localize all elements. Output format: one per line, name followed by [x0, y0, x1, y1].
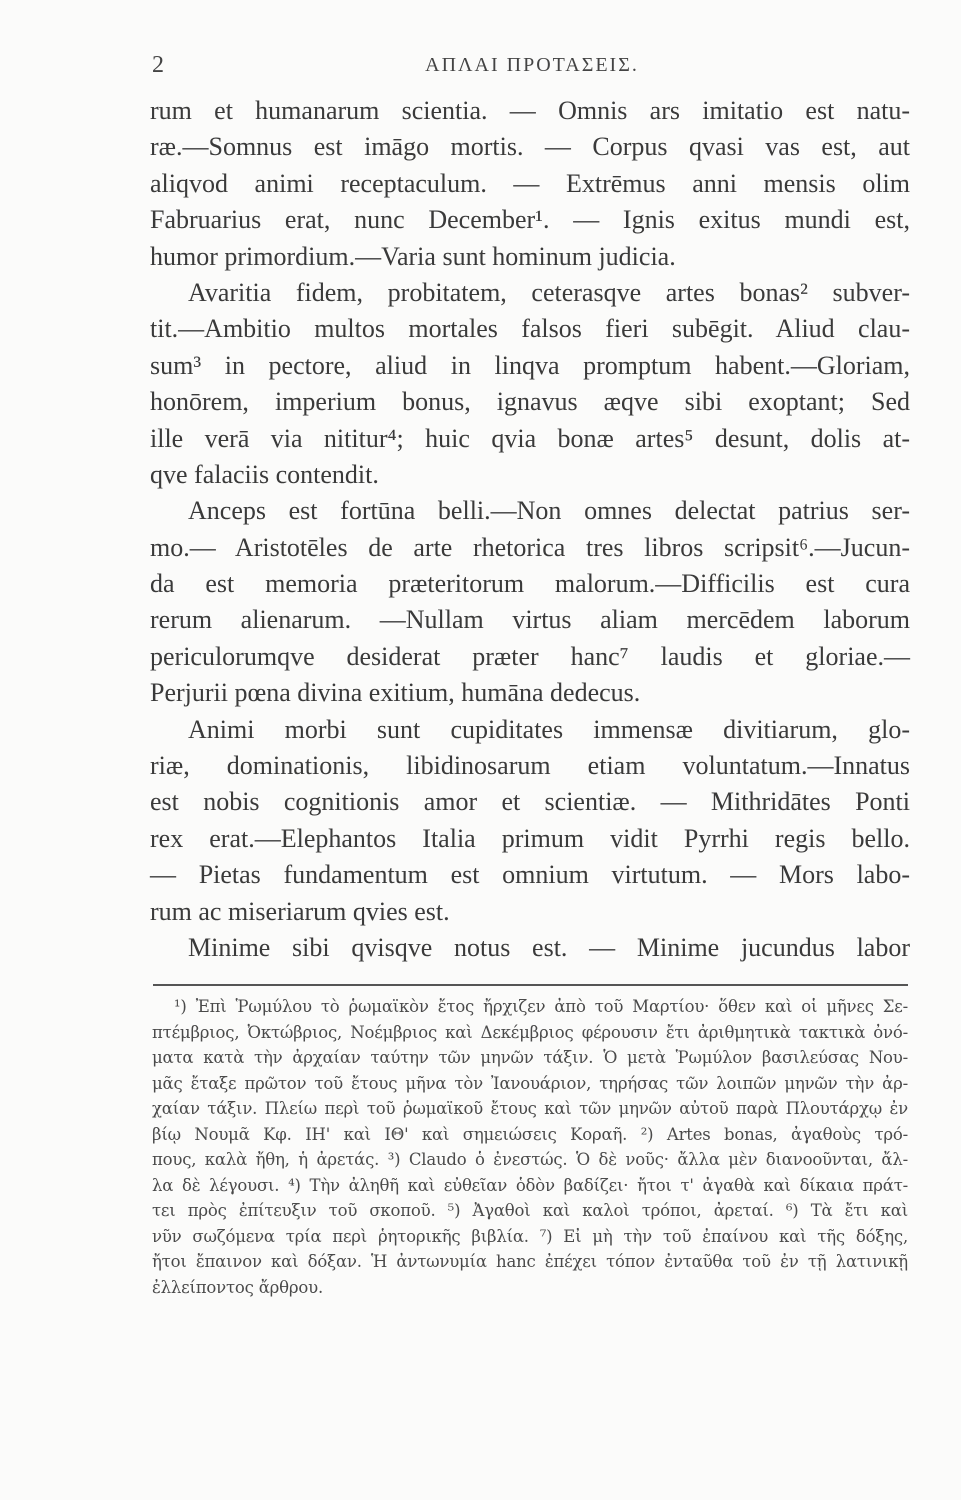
- text-line: rum ac miseriarum qvies est.: [150, 896, 450, 926]
- footnote-line: ¹) Ἐπὶ Ῥωμύλου τὸ ῥωμαϊκὸν ἔτος ἤρχιζεν ἀπὸ τοῦ Μαρτίου· ὅθεν καὶ οἱ μῆνες Σε-: [174, 997, 908, 1016]
- text-line: est nobis cognitionis amor et scientiæ. — Mithridātes Ponti: [150, 787, 910, 817]
- footnotes: [152, 994, 908, 1300]
- text-line: da est memoria præteritorum malorum.—Difficilis est cura: [150, 569, 910, 599]
- text-line: riæ, dominationis, libidinosarum etiam voluntatum.—Innatus: [150, 751, 910, 781]
- text-line: rum et humanarum scientia. — Omnis ars imitatio est natu-: [150, 96, 910, 125]
- text-line: ille verā via nititur⁴; huic qvia bonæ artes⁵ desunt, dolis at-: [150, 423, 910, 453]
- footnote-line: βίῳ Νουμᾶ Κφ. ΙΗ' καὶ ΙΘ' καὶ σημειώσεις Κοραῆ. ²) Artes bonas, ἀγαθοὺς τρό-: [152, 1124, 908, 1144]
- footnote-line: πους, καλὰ ἤθη, ἡ ἀρετάς. ³) Claudo ὁ ἐνεστώς. Ὁ δὲ νοῦς· ἄλλα μὲν διανοοῦνται, ἄλ-: [152, 1150, 908, 1169]
- footnote-line: τει πρὸς ἐπίτευξιν τοῦ σκοποῦ. ⁵) Ἀγαθοὶ καὶ καλοὶ τρόποι, ἀρεταί. ⁶) Τὰ ἔτι καὶ: [152, 1201, 908, 1220]
- text-line: periculorumqve desiderat præter hanc⁷ laudis et gloriae.—: [150, 641, 910, 671]
- text-line: Animi morbi sunt cupiditates immensæ divitiarum, glo-: [188, 714, 910, 744]
- text-line: humor primordium.—Varia sunt hominum judicia.: [150, 241, 676, 271]
- footnote-line: ἐλλείποντος ἄρθρου.: [152, 1277, 324, 1297]
- footnote-line: ματα κατὰ τὴν ἀρχαίαν ταύτην τῶν μηνῶν τάξιν. Ὁ μετὰ Ῥωμύλον βασιλεύσας Νου-: [152, 1048, 908, 1067]
- text-line: — Pietas fundamentum est omnium virtutum. — Mors labo-: [150, 860, 910, 890]
- footnote-line: λα δὲ λέγουσι. ⁴) Τὴν ἀληθῆ καὶ εὐθεῖαν ὁδὸν βαδίζει· ἤτοι τ' ἀγαθὰ καὶ δίκαια πράτ-: [152, 1175, 908, 1195]
- text-line: rerum alienarum. —Nullam virtus aliam mercēdem laborum: [150, 605, 910, 635]
- footnote-divider: [153, 984, 908, 986]
- text-line: Anceps est fortūna belli.—Non omnes delectat patrius ser-: [188, 496, 910, 526]
- footnote-line: νῦν σωζόμενα τρία περὶ ῥητορικῆς βιβλία. ⁷) Εἰ μὴ τὴν τοῦ ἐπαίνου καὶ τῆς δόξης,: [152, 1226, 908, 1246]
- text-line: honōrem, imperium bonus, ignavus æqve sibi exoptant; Sed: [150, 387, 910, 417]
- running-title: ΑΠΛΑΙ ΠΡΟΤΑΣΕΙΣ.: [425, 54, 639, 76]
- text-line: mo.— Aristotēles de arte rhetorica tres libros scripsit⁶.—Jucun-: [150, 532, 910, 562]
- main-text: [150, 93, 910, 966]
- text-line: Avaritia fidem, probitatem, ceterasqve artes bonas² subver-: [188, 277, 910, 307]
- page-header: [152, 52, 912, 88]
- text-line: qve falaciis contendit.: [150, 459, 379, 489]
- text-line: Perjurii pœna divina exitium, humāna dedecus.: [150, 678, 641, 708]
- text-line: sum³ in pectore, aliud in linqva promptum habent.—Gloriam,: [150, 350, 910, 380]
- page-number: 2: [152, 52, 164, 78]
- text-line: rex erat.—Elephantos Italia primum vidit Pyrrhi regis bello.: [150, 823, 910, 853]
- footnote-line: πτέμβριος, Ὀκτώβριος, Νοέμβριος καὶ Δεκέμβριος φέρουσιν ἔτι ἀριθμητικὰ τακτικὰ ὀνό-: [152, 1022, 908, 1042]
- text-line: Fabruarius erat, nunc December¹. — Ignis exitus mundi est,: [150, 205, 910, 235]
- text-line: Minime sibi qvisqve notus est. — Minime jucundus labor: [188, 932, 910, 962]
- text-line: tit.—Ambitio multos mortales falsos fieri subēgit. Aliud clau-: [150, 314, 910, 344]
- footnote-line: ἤτοι ἔπαινον καὶ δόξαν. Ἡ ἀντωνυμία hanc ἐπέχει τόπον ἐνταῦθα τοῦ ἐν τῇ λατινικῇ: [152, 1252, 908, 1271]
- footnote-line: μᾶς ἔταξε πρῶτον τοῦ ἔτους μῆνα τὸν Ἰανουάριον, τηρήσας τῶν λοιπῶν μηνῶν τὴν ἀρ-: [152, 1073, 908, 1093]
- text-line: aliqvod animi receptaculum. — Extrēmus anni mensis olim: [150, 168, 910, 198]
- text-line: ræ.—Somnus est imāgo mortis. — Corpus qvasi vas est, aut: [150, 132, 910, 162]
- footnote-line: χαίαν τάξιν. Πλείω περὶ τοῦ ῥωμαϊκοῦ ἔτους καὶ τῶν μηνῶν αὐτοῦ παρὰ Πλουτάρχῳ ἐν: [152, 1099, 908, 1118]
